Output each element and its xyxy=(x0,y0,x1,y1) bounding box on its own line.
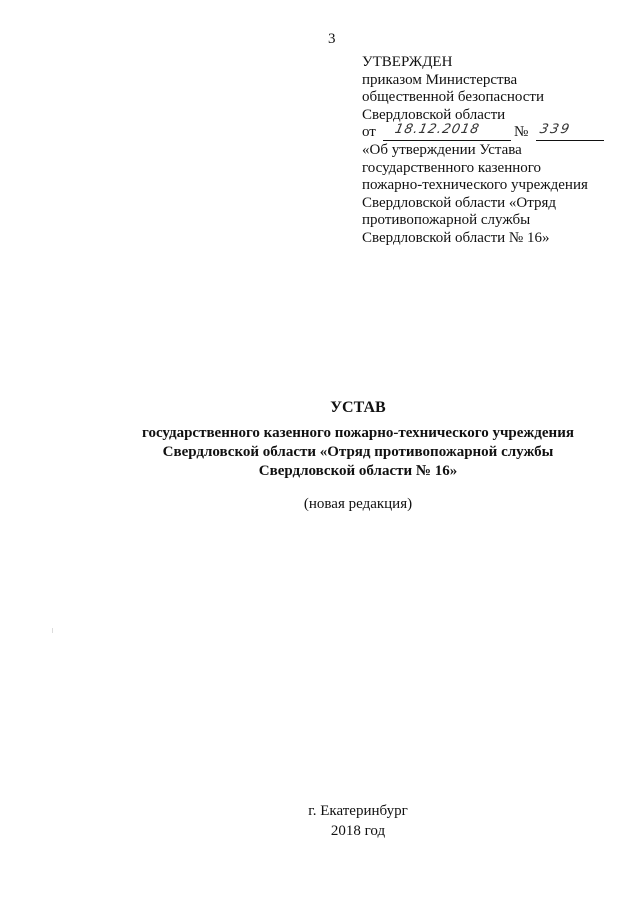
edition-note: (новая редакция) xyxy=(303,496,413,512)
document-subtitle-line: Свердловской области «Отряд противопожарной службы xyxy=(162,444,554,460)
number-prefix: № xyxy=(514,124,529,140)
approval-subject-line: Свердловской области «Отряд xyxy=(362,194,557,211)
document-subtitle-line: Свердловской области № 16» xyxy=(258,463,458,479)
number-underline xyxy=(536,124,604,141)
footer-city: г. Екатеринбург xyxy=(308,803,408,819)
document-title: УСТАВ xyxy=(330,399,386,416)
approval-line: общественной безопасности xyxy=(362,89,545,105)
approval-subject-line: «Об утверждении Устава xyxy=(362,142,522,158)
approval-subject-line: противопожарной службы xyxy=(362,212,531,228)
page-number: 3 xyxy=(328,31,336,47)
document-title-block xyxy=(0,398,640,481)
date-prefix: от xyxy=(362,124,376,140)
footer-year: 2018 год xyxy=(330,823,386,839)
approval-line: Свердловской области xyxy=(362,106,506,123)
approval-heading: УТВЕРЖДЕН xyxy=(362,54,453,70)
scan-speck xyxy=(52,628,53,633)
date-underline xyxy=(383,124,511,141)
handwritten-date: 18.12.2018 xyxy=(393,122,482,137)
approval-line: приказом Министерства xyxy=(362,71,518,88)
document-footer xyxy=(0,801,640,841)
approval-date-number-row xyxy=(362,124,632,142)
approval-subject-line: пожарно-технического учреждения xyxy=(362,177,588,193)
approval-subject-line: государственного казенного xyxy=(362,159,542,176)
handwritten-number: 339 xyxy=(538,122,573,137)
approval-subject-line: Свердловской области № 16» xyxy=(362,229,550,246)
document-subtitle-line: государственного казенного пожарно-технического учреждения xyxy=(142,425,574,441)
approval-stamp-block xyxy=(362,54,632,247)
